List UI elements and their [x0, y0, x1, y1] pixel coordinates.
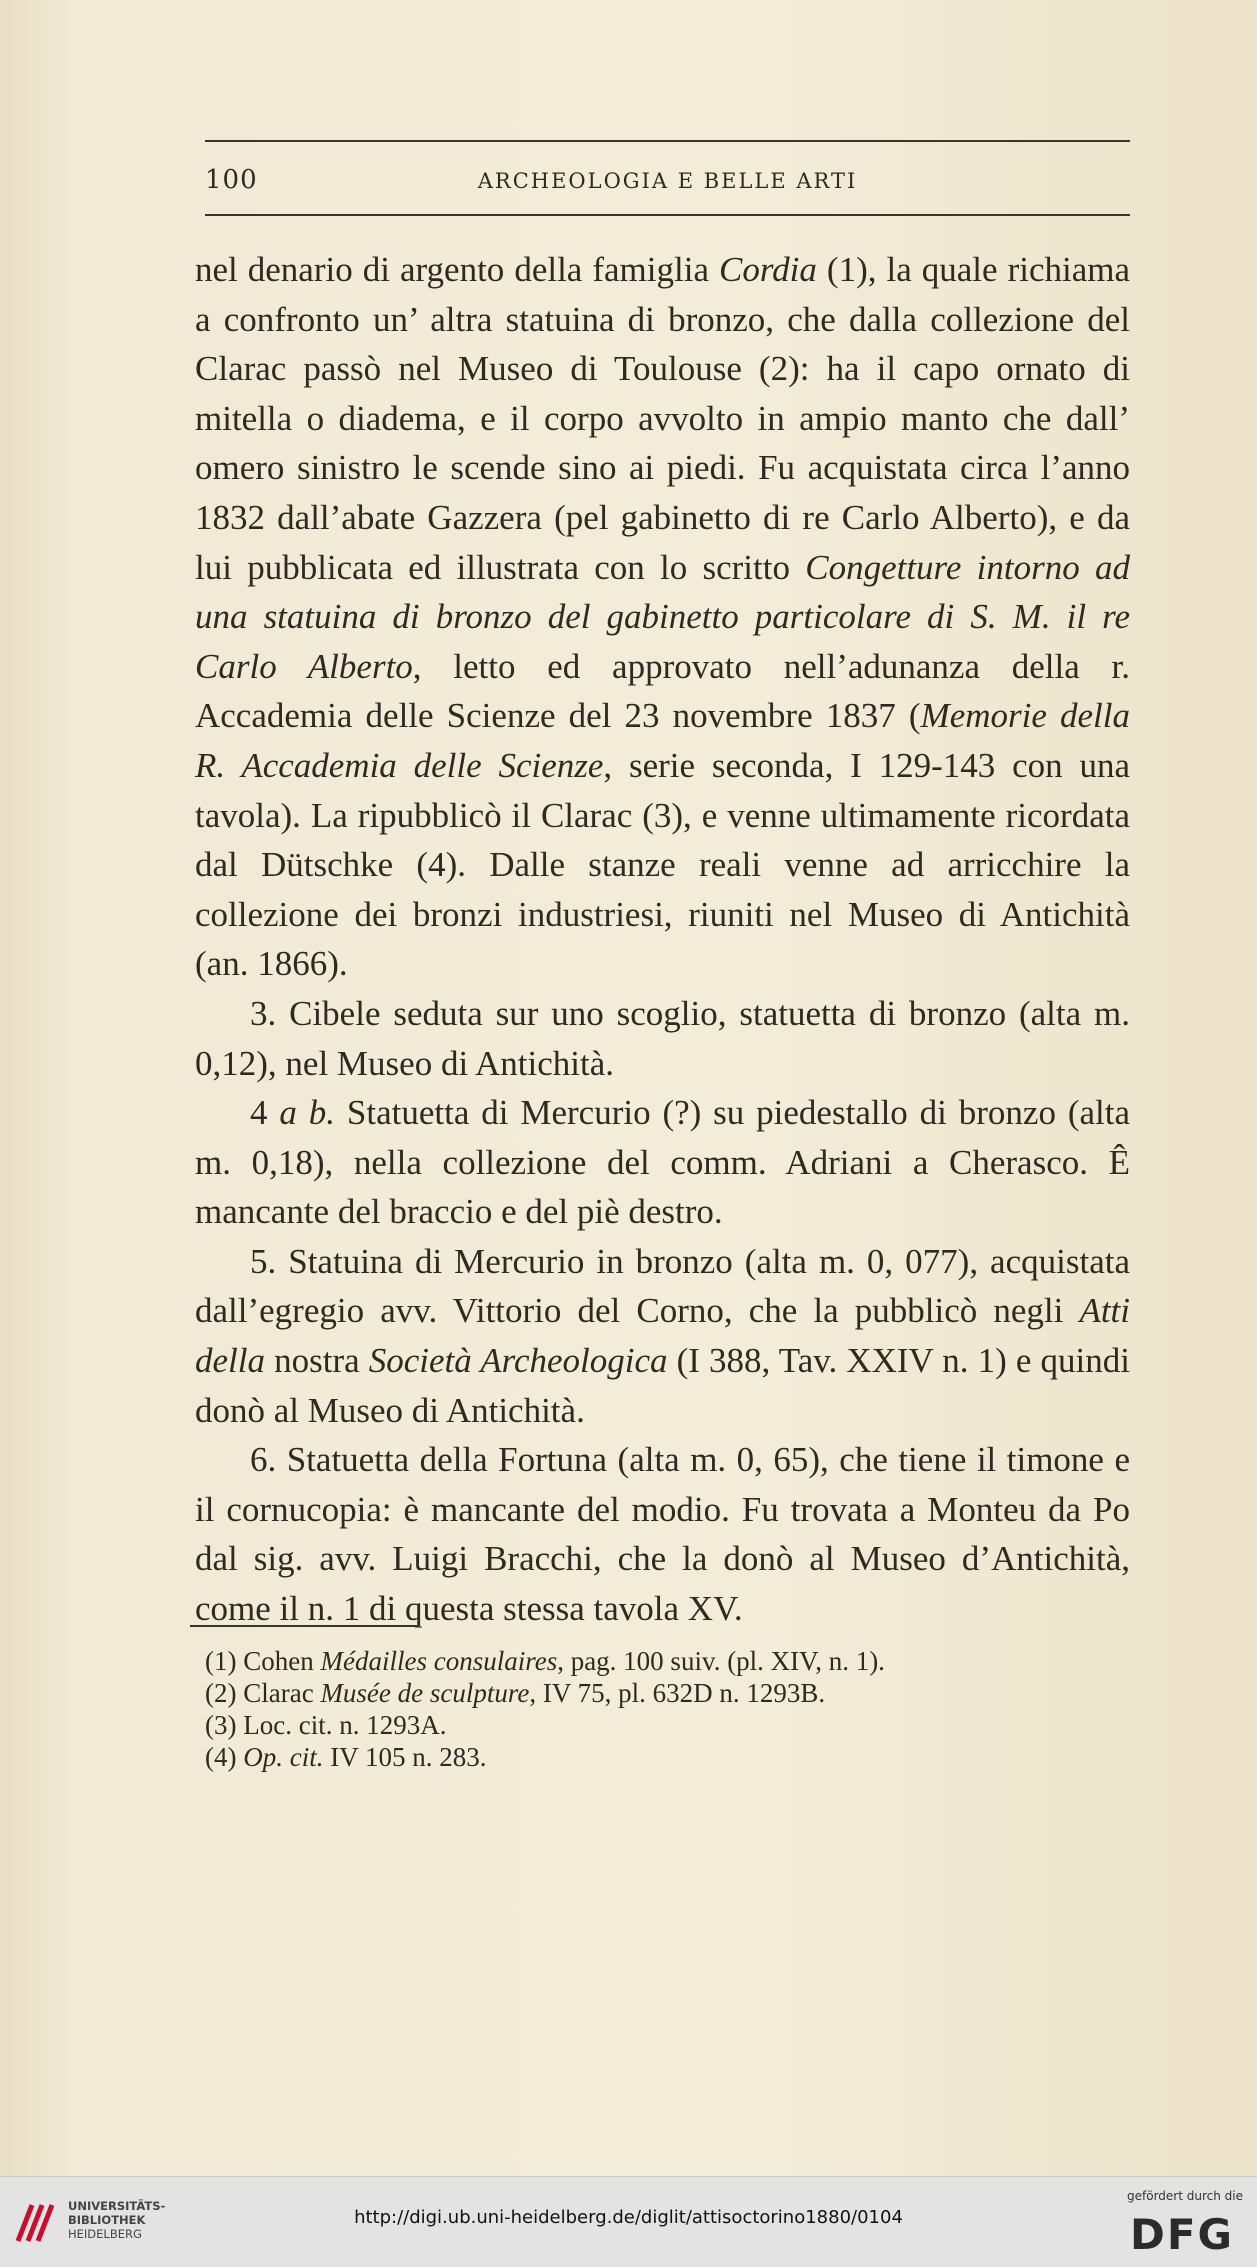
header-rule-top: [205, 140, 1130, 142]
footnote: [205, 1709, 1105, 1741]
library-line: BIBLIOTHEK: [68, 2213, 146, 2227]
text-run: nostra: [264, 1341, 369, 1381]
text-run: (1), la quale richiama a confronto un’ altra statuina di bronzo, che dalla collezione del Clarac passò nel Museo di Toulouse (2): ha il capo ornato di mitella o diadema, e il corpo avvolto in ampio manto che dall’ omero sinistro le scende sino ai piedi. Fu acquistata circa l’anno 1832 dall’abate Gazzera (pel gabinetto di re Carlo Alberto), e da lui pubblicata ed illustrata con lo scritto: [195, 250, 1131, 587]
text-run: (1) Cohen: [205, 1646, 321, 1676]
italic-run: Médailles consulaires: [320, 1646, 558, 1676]
text-run: 4: [250, 1093, 280, 1133]
permalink-url[interactable]: http://digi.ub.uni-heidelberg.de/diglit/attisoctorino1880/0104: [354, 2207, 903, 2228]
footnote: [205, 1741, 1105, 1773]
text-run: Statuetta di Mercurio (?) su piedestallo di bronzo (alta m. 0,18), nella collezione del comm. Adriani a Cherasco. Ê mancante del braccio e del piè destro.: [195, 1093, 1131, 1232]
page-number: 100: [205, 165, 258, 195]
svg-text:DFG: DFG: [1129, 2210, 1235, 2257]
text-run: , IV 75, pl. 632D n. 1293B.: [529, 1678, 826, 1708]
paragraph: [195, 1435, 1130, 1633]
footnotes: [205, 1645, 1105, 1773]
funding-caption: gefördert durch die: [1127, 2189, 1243, 2203]
text-run: 6. Statuetta della Fortuna (alta m. 0, 65), che tiene il timone e il cornucopia: è mancante del modio. Fu trovata a Monteu da Po dal sig. avv. Luigi Bracchi, che la donò al Museo d’Antichità, come il n. 1 di questa stessa tavola XV.: [195, 1440, 1130, 1629]
text-run: nel denario di argento della famiglia: [195, 250, 719, 289]
italic-run: Op. cit.: [243, 1742, 324, 1772]
body-text: [195, 245, 1130, 1634]
text-run: IV 105 n. 283.: [323, 1742, 487, 1772]
text-run: (I 388, Tav. XXIV n. 1) e quindi donò al Museo di Antichità.: [195, 1341, 1130, 1430]
italic-run: Musée de sculpture: [320, 1678, 530, 1708]
text-run: 3. Cibele seduta sur uno scoglio, statuetta di bronzo (alta m. 0,12), nel Museo di Antichità.: [195, 993, 1130, 1083]
header-rule-bottom: [205, 214, 1130, 216]
text-run: , letto ed approvato nell’adunanza della r. Accademia delle Scienze del 23 novembre 1837 (: [195, 646, 1130, 736]
italic-run: Memorie della R. Accademia delle Scienze: [195, 696, 1131, 785]
running-head: [205, 165, 1130, 205]
viewer-footer-bar: [0, 2176, 1257, 2267]
text-run: , pag. 100 suiv. (pl. XIV, n. 1).: [557, 1646, 885, 1676]
paragraph: [195, 989, 1130, 1088]
text-run: , serie seconda, I 129-143 con una tavola). La ripubblicò il Clarac (3), e venne ultimamente ricordata dal Dütschke (4). Dalle stanze reali venne ad arricchire la collezione dei bronzi industriesi, riuniti nel Museo di Antichità (an. 1866).: [195, 745, 1130, 984]
library-line: UNIVERSITÄTS-: [68, 2199, 166, 2213]
paragraph: [195, 1088, 1130, 1237]
paragraph: [195, 1237, 1130, 1435]
text-run: (3) Loc. cit. n. 1293A.: [205, 1710, 447, 1740]
dfg-logo-icon[interactable]: [1121, 2209, 1243, 2257]
paragraph: [195, 245, 1130, 989]
italic-run: Cordia: [719, 250, 817, 289]
text-run: (4): [205, 1742, 244, 1772]
italic-run: Società Archeologica: [368, 1341, 668, 1381]
text-run: (2) Clarac: [205, 1678, 321, 1708]
italic-run: a b.: [279, 1093, 336, 1133]
library-line: HEIDELBERG: [68, 2227, 142, 2241]
text-run: 5. Statuina di Mercurio in bronzo (alta m. 0, 077), acquistata dall’egregio avv. Vittorio del Corno, che la pubblicò negli: [195, 1241, 1130, 1331]
footnote: [205, 1645, 1105, 1677]
footnote-separator: [190, 1625, 420, 1627]
footnote: [205, 1677, 1105, 1709]
running-title: ARCHEOLOGIA E BELLE ARTI: [477, 169, 858, 193]
italic-run: Atti della: [195, 1291, 1130, 1381]
italic-run: Congetture intorno ad una statuina di bronzo del gabinetto particolare di S. M. il re Carlo Alberto: [195, 547, 1130, 686]
